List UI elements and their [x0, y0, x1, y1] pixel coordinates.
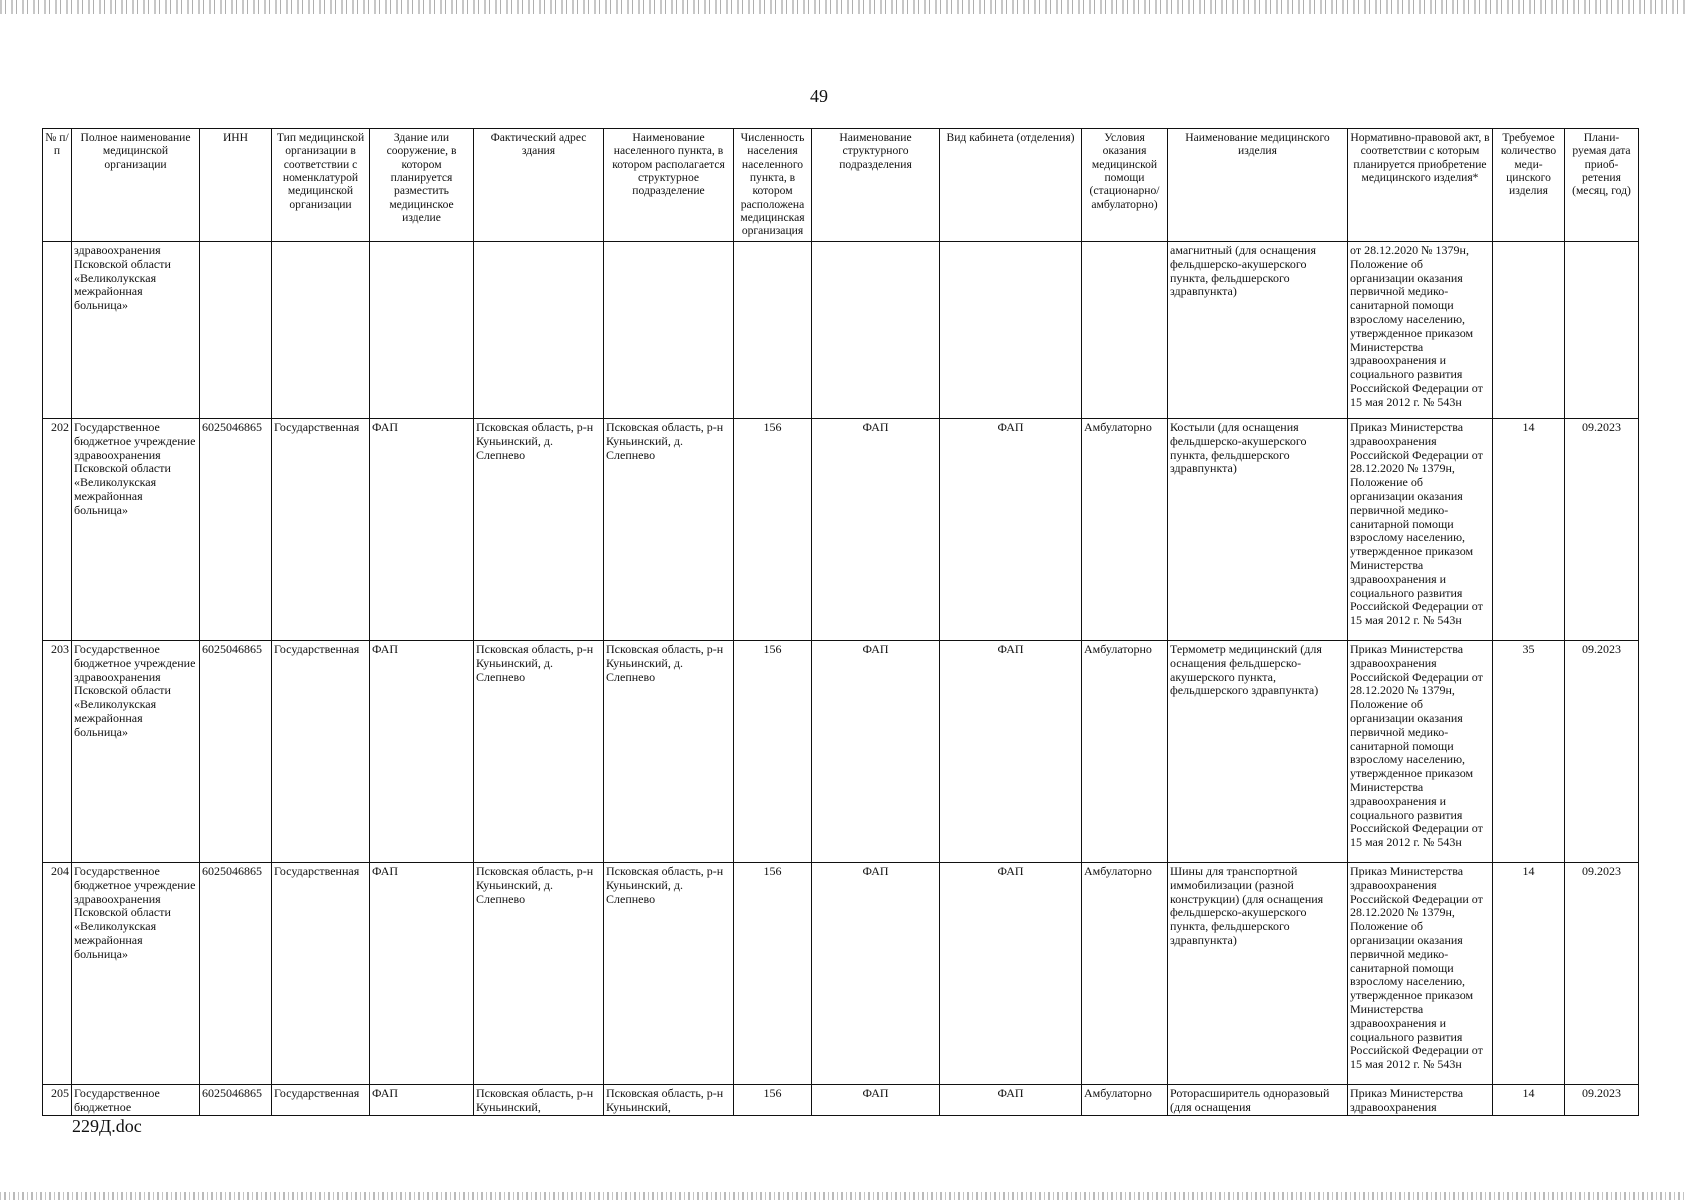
header-conditions: Условия оказания медицинской помощи (стационарно/ амбулаторно)	[1082, 129, 1168, 242]
cell-locality	[604, 242, 734, 419]
cell-conditions: Амбулаторно	[1082, 1085, 1168, 1116]
header-org-type: Тип медицинской организации в соответствии с номенклатурой медицинской организации	[272, 129, 370, 242]
cell-org-name: Государственное бюджетное учреждение здравоохранения Псковской области «Великолукская межрайонная больница»	[72, 419, 200, 641]
cell-building	[370, 242, 474, 419]
header-number: № п/п	[43, 129, 72, 242]
cell-device: амагнитный (для оснащения фельдшерско-акушерского пункта, фельдшерского здравпункта)	[1168, 242, 1348, 419]
cell-locality: Псковская область, р-н Куньинский,	[604, 1085, 734, 1116]
cell-conditions	[1082, 242, 1168, 419]
cell-device: Шины для транспортной иммобилизации (разной конструкции) (для оснащения фельдшерско-акушерского пункта, фельдшерского здравпункта)	[1168, 863, 1348, 1085]
header-cabinet: Вид кабинета (отделения)	[940, 129, 1082, 242]
header-device: Наименование медицинского изделия	[1168, 129, 1348, 242]
cell-conditions: Амбулаторно	[1082, 419, 1168, 641]
cell-number: 202	[43, 419, 72, 641]
table-row	[43, 641, 1639, 863]
cell-legal-act: Приказ Министерства здравоохранения Российской Федерации от 28.12.2020 № 1379н, Положение об организации оказания первичной медико-санитарной помощи взрослому населению, утвержденное приказом Министерства здравоохранения и социального развития Российской Федерации от 15 мая 2012 г. № 543н	[1348, 419, 1493, 641]
cell-date: 09.2023	[1565, 1085, 1639, 1116]
cell-inn	[200, 242, 272, 419]
cell-date: 09.2023	[1565, 419, 1639, 641]
header-population: Численность населения населенного пункта, в котором расположена медицинская организация	[734, 129, 812, 242]
cell-org-type	[272, 242, 370, 419]
cell-legal-act: Приказ Министерства здравоохранения Российской Федерации от 28.12.2020 № 1379н, Положение об организации оказания первичной медико-санитарной помощи взрослому населению, утвержденное приказом Министерства здравоохранения и социального развития Российской Федерации от 15 мая 2012 г. № 543н	[1348, 641, 1493, 863]
cell-cabinet	[940, 242, 1082, 419]
header-address: Фактический адрес здания	[474, 129, 604, 242]
table-row	[43, 1085, 1639, 1116]
cell-device: Костыли (для оснащения фельдшерско-акушерского пункта, фельдшерского здравпункта)	[1168, 419, 1348, 641]
cell-org-name: Государственное бюджетное учреждение здравоохранения Псковской области «Великолукская межрайонная больница»	[72, 863, 200, 1085]
cell-inn: 6025046865	[200, 1085, 272, 1116]
cell-address	[474, 242, 604, 419]
cell-device: Роторасширитель одноразовый (для оснащения	[1168, 1085, 1348, 1116]
cell-org-type: Государственная	[272, 641, 370, 863]
cell-unit: ФАП	[812, 1085, 940, 1116]
cell-unit: ФАП	[812, 641, 940, 863]
cell-cabinet: ФАП	[940, 419, 1082, 641]
cell-locality: Псковская область, р-н Куньинский, д. Слепнево	[604, 419, 734, 641]
cell-population: 156	[734, 1085, 812, 1116]
cell-date: 09.2023	[1565, 641, 1639, 863]
header-org-name: Полное наименование медицинской организации	[72, 129, 200, 242]
cell-unit: ФАП	[812, 419, 940, 641]
cell-number: 203	[43, 641, 72, 863]
table-row	[43, 863, 1639, 1085]
cell-address: Псковская область, р-н Куньинский, д. Слепнево	[474, 863, 604, 1085]
table-row-continuation	[43, 242, 1639, 419]
cell-org-name: здравоохранения Псковской области «Великолукская межрайонная больница»	[72, 242, 200, 419]
cell-building: ФАП	[370, 419, 474, 641]
cell-org-name: Государственное бюджетное	[72, 1085, 200, 1116]
cell-building: ФАП	[370, 1085, 474, 1116]
footer-filename: 229Д.doc	[72, 1116, 142, 1136]
cell-number: 205	[43, 1085, 72, 1116]
cell-cabinet: ФАП	[940, 1085, 1082, 1116]
scan-edge-bottom	[0, 1192, 1686, 1200]
header-legal-act: Нормативно-правовой акт, в соответствии с которым планируется приобретение медицинского изделия*	[1348, 129, 1493, 242]
cell-conditions: Амбулаторно	[1082, 641, 1168, 863]
cell-quantity: 14	[1493, 419, 1565, 641]
header-locality: Наименование населенного пункта, в котором располагается структурное подразделение	[604, 129, 734, 242]
cell-quantity: 14	[1493, 863, 1565, 1085]
cell-inn: 6025046865	[200, 641, 272, 863]
table-header-row	[43, 129, 1639, 242]
cell-inn: 6025046865	[200, 863, 272, 1085]
cell-date: 09.2023	[1565, 863, 1639, 1085]
cell-legal-act: Приказ Министерства здравоохранения	[1348, 1085, 1493, 1116]
header-unit: Наименование структурного подразделения	[812, 129, 940, 242]
cell-legal-act: от 28.12.2020 № 1379н, Положение об организации оказания первичной медико-санитарной помощи взрослому населению, утвержденное приказом Министерства здравоохранения и социального развития Российской Федерации от 15 мая 2012 г. № 543н	[1348, 242, 1493, 419]
cell-population: 156	[734, 863, 812, 1085]
cell-address: Псковская область, р-н Куньинский,	[474, 1085, 604, 1116]
cell-locality: Псковская область, р-н Куньинский, д. Слепнево	[604, 863, 734, 1085]
cell-date	[1565, 242, 1639, 419]
cell-number	[43, 242, 72, 419]
cell-cabinet: ФАП	[940, 863, 1082, 1085]
cell-org-type: Государственная	[272, 863, 370, 1085]
cell-org-type: Государственная	[272, 419, 370, 641]
cell-device: Термометр медицинский (для оснащения фельдшерско-акушерского пункта, фельдшерского здравпункта)	[1168, 641, 1348, 863]
cell-legal-act: Приказ Министерства здравоохранения Российской Федерации от 28.12.2020 № 1379н, Положение об организации оказания первичной медико-санитарной помощи взрослому населению, утвержденное приказом Министерства здравоохранения и социального развития Российской Федерации от 15 мая 2012 г. № 543н	[1348, 863, 1493, 1085]
cell-address: Псковская область, р-н Куньинский, д. Слепнево	[474, 641, 604, 863]
header-building: Здание или сооружение, в котором планируется разместить медицинское изделие	[370, 129, 474, 242]
page-number: 49	[810, 86, 828, 106]
cell-locality: Псковская область, р-н Куньинский, д. Слепнево	[604, 641, 734, 863]
cell-population	[734, 242, 812, 419]
cell-building: ФАП	[370, 641, 474, 863]
cell-address: Псковская область, р-н Куньинский, д. Слепнево	[474, 419, 604, 641]
cell-org-name: Государственное бюджетное учреждение здравоохранения Псковской области «Великолукская межрайонная больница»	[72, 641, 200, 863]
header-inn: ИНН	[200, 129, 272, 242]
cell-unit: ФАП	[812, 863, 940, 1085]
cell-population: 156	[734, 641, 812, 863]
cell-org-type: Государственная	[272, 1085, 370, 1116]
header-date: Плани-руемая дата приоб-ретения (месяц, год)	[1565, 129, 1639, 242]
cell-cabinet: ФАП	[940, 641, 1082, 863]
cell-quantity: 35	[1493, 641, 1565, 863]
cell-unit	[812, 242, 940, 419]
cell-quantity	[1493, 242, 1565, 419]
scan-edge-top	[0, 0, 1686, 14]
cell-building: ФАП	[370, 863, 474, 1085]
cell-population: 156	[734, 419, 812, 641]
table-row	[43, 419, 1639, 641]
cell-conditions: Амбулаторно	[1082, 863, 1168, 1085]
cell-quantity: 14	[1493, 1085, 1565, 1116]
cell-inn: 6025046865	[200, 419, 272, 641]
cell-number: 204	[43, 863, 72, 1085]
header-quantity: Требуемое количество меди-цинского изделия	[1493, 129, 1565, 242]
medical-equipment-table	[42, 128, 1639, 1116]
